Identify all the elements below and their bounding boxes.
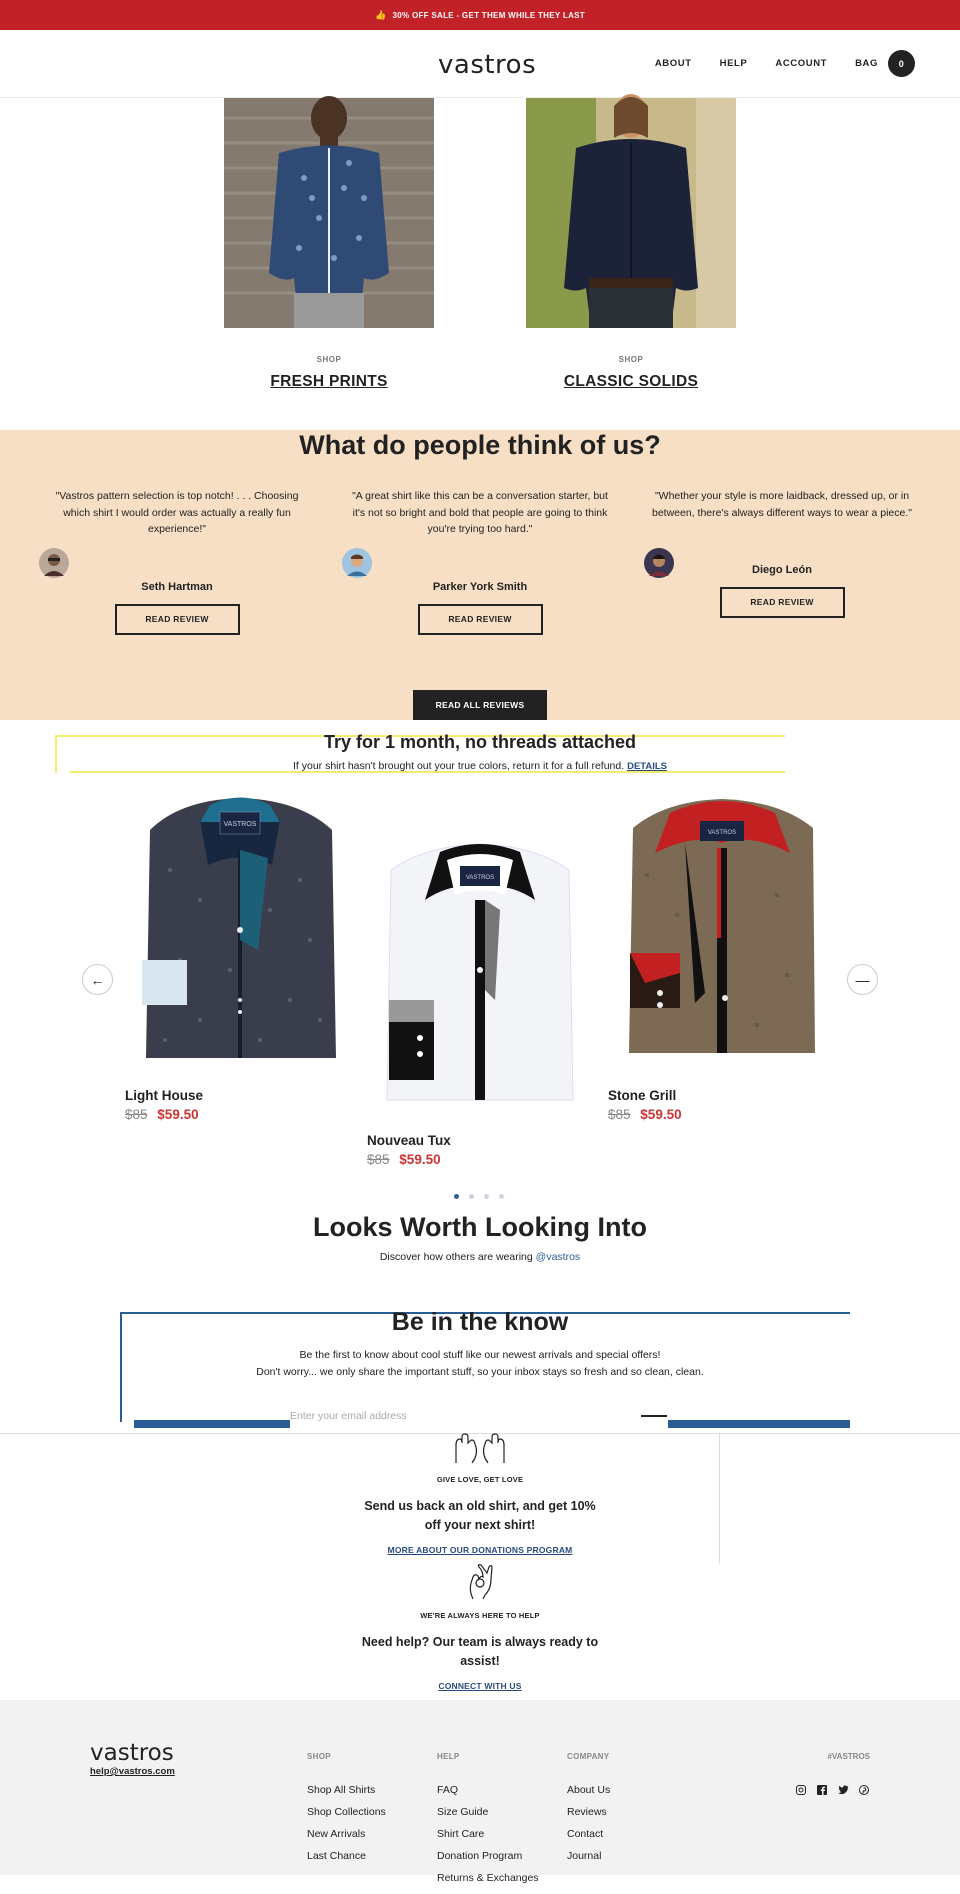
looks-text: Discover how others are wearing [379,1251,533,1263]
testimonial-card [350,488,610,635]
help-body [330,1633,630,1671]
newsletter-heading: Be in the know [391,1308,569,1336]
testimonial-name: Parker York Smith [432,580,528,593]
avatar [342,548,372,578]
main-nav [655,50,915,77]
footer-email-link[interactable]: help@vastros.com [90,1766,175,1777]
site-header [0,30,960,98]
logo[interactable]: vastros [438,50,537,80]
social-heading: #VASTROS [827,1752,870,1761]
facebook-icon[interactable] [816,1784,828,1796]
testimonial-quote: "Whether your style is more laidback, dressed up, or in between, there's always different ways to wear a piece." [652,490,913,519]
category-label: SHOP [618,355,644,364]
nav-about[interactable]: ABOUT [654,58,692,69]
classic-solids-image[interactable] [526,98,736,328]
product-prices [367,1152,451,1167]
fresh-prints-image[interactable] [224,98,434,328]
newsletter-line-2: Don't worry... we only share the important stuff, so your inbox stays so fresh and so clean, clean. [256,1366,704,1378]
product-price: $59.50 [399,1152,441,1167]
connect-link[interactable]: CONNECT WITH US [438,1681,522,1691]
help-heading: WE'RE ALWAYS HERE TO HELP [420,1611,540,1620]
carousel-dots [454,1194,504,1199]
product-price: $59.50 [640,1107,682,1122]
category-fresh-prints[interactable] [224,98,434,391]
product-price: $59.50 [157,1107,199,1122]
arrow-left-icon: ← [90,971,105,988]
product-card[interactable] [608,1088,682,1122]
avatar [644,548,674,578]
product-name[interactable]: Light House [125,1088,203,1103]
category-classic-solids[interactable] [526,98,736,391]
testimonials-heading: What do people think of us? [299,430,661,460]
submit-arrow-icon[interactable] [641,1415,667,1417]
read-review-button[interactable]: READ REVIEW [720,587,845,618]
carousel-dot[interactable] [469,1194,474,1199]
testimonial-name: Seth Hartman [141,580,213,593]
footer-column-heading: HELP [437,1752,460,1761]
footer-link[interactable]: Shirt Care [437,1828,485,1840]
product-name[interactable]: Stone Grill [608,1088,677,1103]
instagram-handle-link[interactable]: @vastros [535,1251,581,1263]
product-old-price: $85 [608,1107,631,1122]
footer-column-shop [307,1752,386,1872]
avatar [39,548,69,578]
promo-text: 30% OFF SALE - GET THEM WHILE THEY LAST [392,10,585,20]
social-icons [795,1784,870,1796]
email-input[interactable]: Enter your email address [290,1410,407,1422]
svg-text:VASTROS: VASTROS [223,821,257,828]
carousel-dot[interactable] [484,1194,489,1199]
testimonials-section [0,430,960,720]
footer-link[interactable]: Last Chance [307,1850,366,1862]
footer-link[interactable]: Returns & Exchanges [437,1872,539,1884]
carousel-dot[interactable] [499,1194,504,1199]
trial-details-link[interactable]: DETAILS [627,761,668,772]
donation-heading: GIVE LOVE, GET LOVE [436,1475,524,1484]
svg-text:VASTROS: VASTROS [707,830,737,836]
footer-link[interactable]: Shop All Shirts [307,1784,376,1796]
footer-column-company [567,1752,610,1872]
carousel-prev-button[interactable] [82,964,113,995]
footer-column-help [437,1752,539,1894]
product-prices [608,1107,682,1122]
read-all-reviews-button[interactable]: READ ALL REVIEWS [413,690,547,720]
footer-link[interactable]: Size Guide [437,1806,489,1818]
category-title[interactable]: FRESH PRINTS [270,373,388,390]
footer-link[interactable]: Reviews [567,1806,607,1818]
carousel-next-button[interactable] [847,964,878,995]
donation-program-link[interactable]: MORE ABOUT OUR DONATIONS PROGRAM [387,1545,573,1555]
help-body-line-1: Need help? Our team is always ready to [361,1635,599,1649]
help-block [330,1563,630,1691]
testimonial-name: Diego León [752,564,812,576]
product-card[interactable] [125,1088,203,1122]
footer-link[interactable]: New Arrivals [307,1828,366,1840]
testimonial-card [652,488,912,618]
site-footer [0,1700,960,1884]
nav-account[interactable]: ACCOUNT [775,58,828,69]
footer-column-heading: SHOP [307,1752,331,1761]
dash-icon: — [855,971,870,988]
product-card[interactable] [367,1133,451,1167]
looks-subtext [0,1251,960,1263]
product-old-price: $85 [367,1152,390,1167]
footer-column-heading: COMPANY [567,1752,610,1761]
pinterest-icon[interactable] [858,1784,870,1796]
footer-logo[interactable]: vastros [90,1740,174,1766]
looks-heading: Looks Worth Looking Into [313,1212,647,1242]
footer-link[interactable]: Contact [567,1828,604,1840]
donation-body [330,1497,630,1535]
nav-bag[interactable]: BAG [855,58,878,69]
read-review-button[interactable]: READ REVIEW [418,604,543,635]
footer-link[interactable]: FAQ [437,1784,459,1796]
read-review-button[interactable]: READ REVIEW [115,604,240,635]
divider [719,1434,720,1564]
product-image-stone-grill[interactable] [625,793,820,1055]
product-old-price: $85 [125,1107,148,1122]
carousel-dot[interactable] [454,1194,459,1199]
trial-text [0,760,960,772]
product-image-nouveau-tux[interactable] [385,840,575,1102]
footer-link[interactable]: Donation Program [437,1850,523,1862]
footer-link[interactable]: About Us [567,1784,611,1796]
newsletter-accent-left [134,1420,290,1428]
bag-count-badge[interactable]: 0 [888,50,915,77]
footer-link[interactable]: Journal [567,1850,602,1862]
hands-icon [452,1433,508,1465]
instagram-icon[interactable] [795,1784,807,1796]
twitter-icon[interactable] [837,1784,849,1796]
donation-body-line-2: off your next shirt! [424,1518,536,1532]
testimonial-quote: "A great shirt like this can be a conversation starter, but it's not so bright and bold that people are going to think you're trying too hard." [352,490,608,535]
ok-hand-icon [465,1563,495,1601]
help-body-line-2: assist! [460,1654,500,1668]
donation-body-line-1: Send us back an old shirt, and get 10% [364,1499,596,1513]
looks-section [0,1212,960,1263]
category-label: SHOP [316,355,342,364]
newsletter-line-1: Be the first to know about cool stuff like our newest arrivals and special offers! [299,1349,661,1361]
donation-block [330,1433,630,1555]
thumbs-up-icon: 👍 [375,9,387,20]
product-prices [125,1107,203,1122]
category-title[interactable]: CLASSIC SOLIDS [563,373,699,390]
trial-description: If your shirt hasn't brought out your true colors, return it for a full refund. [292,760,625,772]
promo-bar [0,0,960,30]
product-name[interactable]: Nouveau Tux [367,1133,451,1148]
svg-text:VASTROS: VASTROS [465,875,495,881]
product-image-light-house[interactable] [140,790,340,1060]
nav-help[interactable]: HELP [719,58,748,69]
footer-link[interactable]: Shop Collections [307,1806,386,1818]
footer-social [795,1752,870,1796]
testimonial-quote: "Vastros pattern selection is top notch! . . . Choosing which shirt I would order was actually a really fun experience!" [55,490,299,535]
testimonial-card [47,488,307,635]
newsletter-accent-right [668,1420,850,1428]
trial-heading: Try for 1 month, no threads attached [323,732,637,752]
